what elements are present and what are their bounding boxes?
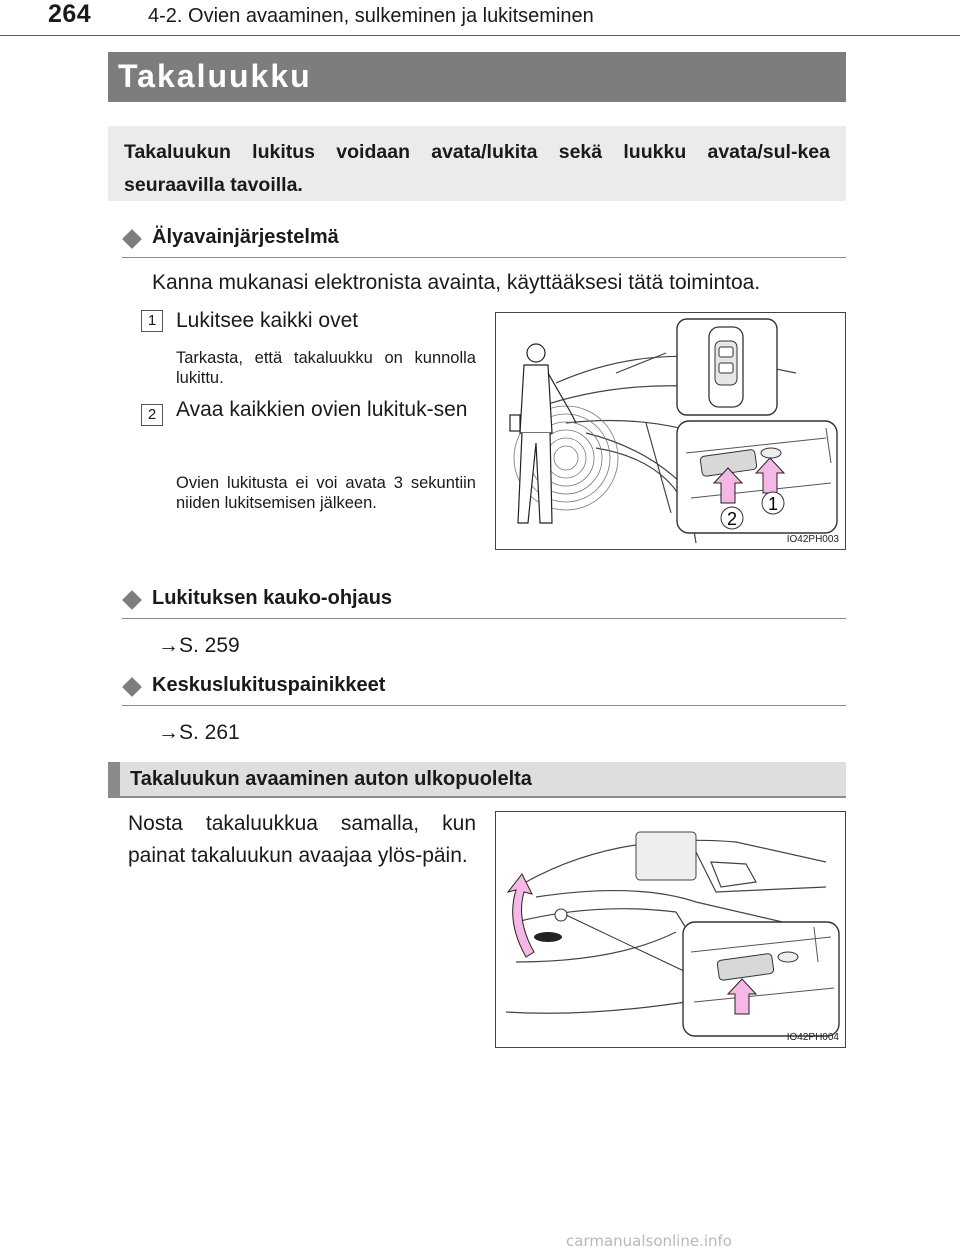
smart-key-illustration [496, 313, 846, 550]
callout-2: 2 [726, 509, 738, 529]
section-heading-label: Älyavainjärjestelmä [152, 226, 339, 248]
diamond-bullet-icon [122, 677, 142, 697]
item-1-note: Tarkasta, että takaluukku on kunnolla lukittu. [176, 349, 476, 387]
section-heading-label: Keskuslukituspainikkeet [152, 674, 386, 696]
section-heading-central [122, 674, 846, 706]
page-title: Takaluukku [118, 58, 312, 94]
intro-box: Takaluukun lukitus voidaan avata/lukita sekä luukku avata/sul-kea seuraavilla tavoilla. [108, 126, 846, 201]
remote-page-ref[interactable]: →S. 259 [158, 634, 240, 657]
item-1-title: Lukitsee kaikki ovet [176, 309, 359, 332]
section-heading-smart-key [122, 226, 846, 258]
item-number-2: 2 [141, 404, 163, 426]
diamond-bullet-icon [122, 229, 142, 249]
rear-hatch-illustration [496, 812, 846, 1048]
subsection-heading-bar [108, 762, 846, 798]
figure-code-1: IO42PH003 [786, 534, 839, 545]
section-heading-label: Lukituksen kauko-ohjaus [152, 587, 393, 609]
watermark: carmanualsonline.info [566, 1232, 732, 1250]
figure-smart-key [495, 312, 846, 550]
page-title-bar [108, 52, 846, 102]
figure-code-2: IO42PH004 [786, 1032, 839, 1043]
running-head: 4-2. Ovien avaaminen, sulkeminen ja lukitseminen [148, 5, 594, 27]
item-number-1: 1 [141, 310, 163, 332]
central-page-ref[interactable]: →S. 261 [158, 721, 240, 744]
item-2-title: Avaa kaikkien ovien lukituk-sen [176, 398, 468, 421]
subsection-heading: Takaluukun avaaminen auton ulkopuolelta [130, 768, 532, 790]
diamond-bullet-icon [122, 590, 142, 610]
item-2-note: Ovien lukitusta ei voi avata 3 sekuntiin niiden lukitsemisen jälkeen. [176, 474, 476, 512]
header-rule [0, 35, 960, 36]
figure-outside-opening [495, 811, 846, 1048]
smart-key-description: Kanna mukanasi elektronista avainta, käyttääksesi tätä toimintoa. [152, 271, 761, 294]
callout-1: 1 [767, 494, 779, 514]
outside-instructions: Nosta takaluukkua samalla, kun painat takaluukun avaajaa ylös-päin. [128, 812, 476, 867]
section-heading-remote [122, 587, 846, 619]
page-number: 264 [48, 0, 92, 28]
